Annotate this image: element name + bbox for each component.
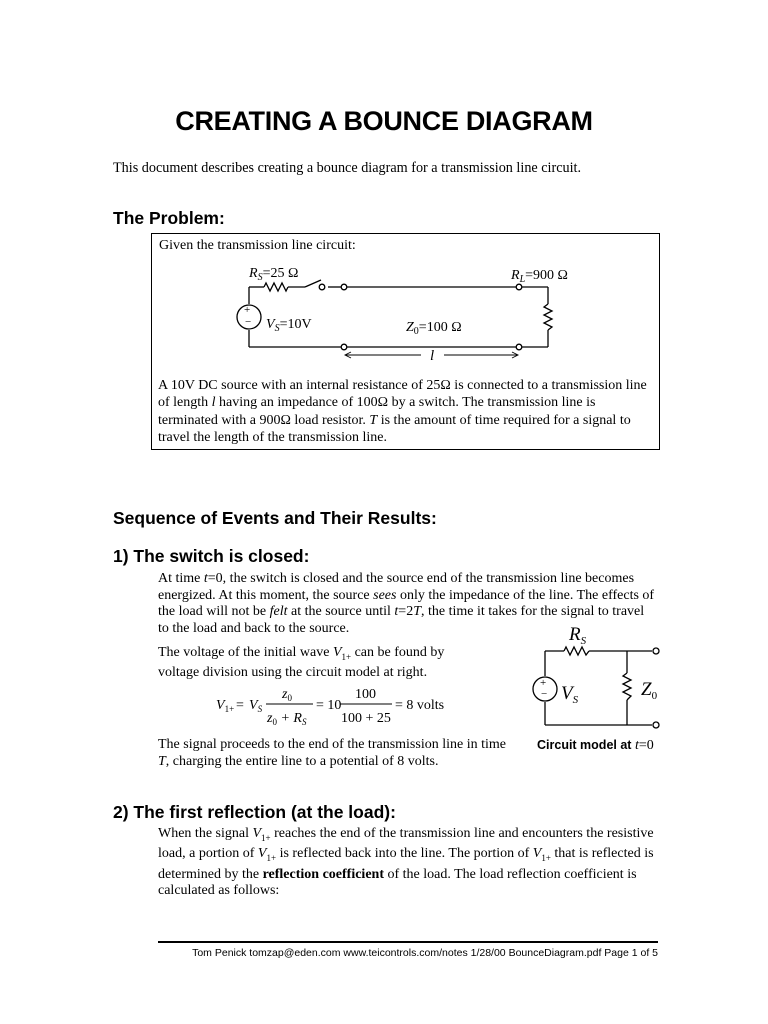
document-title: CREATING A BOUNCE DIAGRAM (175, 106, 593, 136)
circuit-model-caption: Circuit model at t=0 (537, 738, 654, 753)
svg-text:=: = (236, 698, 244, 713)
svg-text:100: 100 (355, 687, 376, 702)
source-minus-sign: − (245, 316, 252, 328)
step1-paragraph-3: The signal proceeds to the end of the transmission line in time T, charging the entire line to a potential of 8 volts. (158, 737, 506, 769)
vs-label: $V_S=10V$ (266, 317, 312, 334)
svg-text:z0: $z_0$ (282, 687, 292, 703)
svg-text:−: − (541, 688, 548, 700)
length-label: l (430, 348, 435, 364)
page-footer: Tom Penick tomzap@eden.com www.teicontrols.com/notes 1/28/00 BounceDiagram.pdf Page 1 of 5 (192, 947, 658, 959)
svg-text:RS: $R_S$ (569, 624, 587, 647)
svg-text:VS: $V_S$ (249, 698, 263, 714)
step1-heading: 1) The switch is closed: (113, 546, 310, 566)
source-plus-sign: + (244, 304, 251, 316)
svg-text:= 8 volts: = 8 volts (395, 698, 445, 713)
svg-text:z0 + RS: $z_0 + R_S$ (267, 711, 307, 727)
footer-rule (158, 941, 658, 943)
svg-text:VS: $V_S$ (561, 683, 579, 706)
intro-paragraph: This document describes creating a bounce diagram for a transmission line circuit. (113, 160, 582, 176)
problem-heading: The Problem: (113, 208, 225, 228)
problem-given-text: Given the transmission line circuit: (159, 238, 356, 253)
step2-heading: 2) The first reflection (at the load): (113, 802, 396, 822)
svg-text:V1+: $V_{1+}$ (216, 698, 235, 714)
svg-text:= 10: = 10 (316, 698, 342, 713)
step1-paragraph-1: At time t=0, the switch is closed and the source end of the transmission line becomes energized. At this moment, the source sees only the impedance of the line. The effects of the load will not be felt at the source until t=2T, the time it takes for the signal to travel to the load and back to the source. (158, 571, 655, 636)
rs-label: $R_S=25$ Ω (249, 266, 299, 283)
svg-text:Z0: $Z_0$ (641, 679, 658, 702)
svg-text:100 + 25: 100 + 25 (341, 711, 391, 726)
sequence-heading: Sequence of Events and Their Results: (113, 508, 437, 528)
rl-label: $R_L=900$ Ω (511, 268, 568, 285)
step1-paragraph-2: The voltage of the initial wave $V_{1+}$ can be found by voltage division using the circuit model at right. (158, 645, 445, 681)
step2-paragraph: When the signal $V_{1+}$ reaches the end of the transmission line and encounters the resistive load, a portion of $V_{1+}$ is reflected back into the line. The portion of $V_{1+}$ that is reflected is determined by the reflection coefficient of the load. The load reflection coefficient is calculated as follows: (158, 826, 654, 899)
z0-label: $Z_0=100$ Ω (406, 320, 462, 337)
problem-description: A 10V DC source with an internal resistance of 25Ω is connected to a transmission line of length l having an impedance of 100Ω by a switch. The transmission line is terminated with a 900Ω load resistor. T is the amount of time required for a signal to travel the length of the transmission line. (158, 378, 647, 445)
svg-text:+: + (540, 677, 547, 689)
